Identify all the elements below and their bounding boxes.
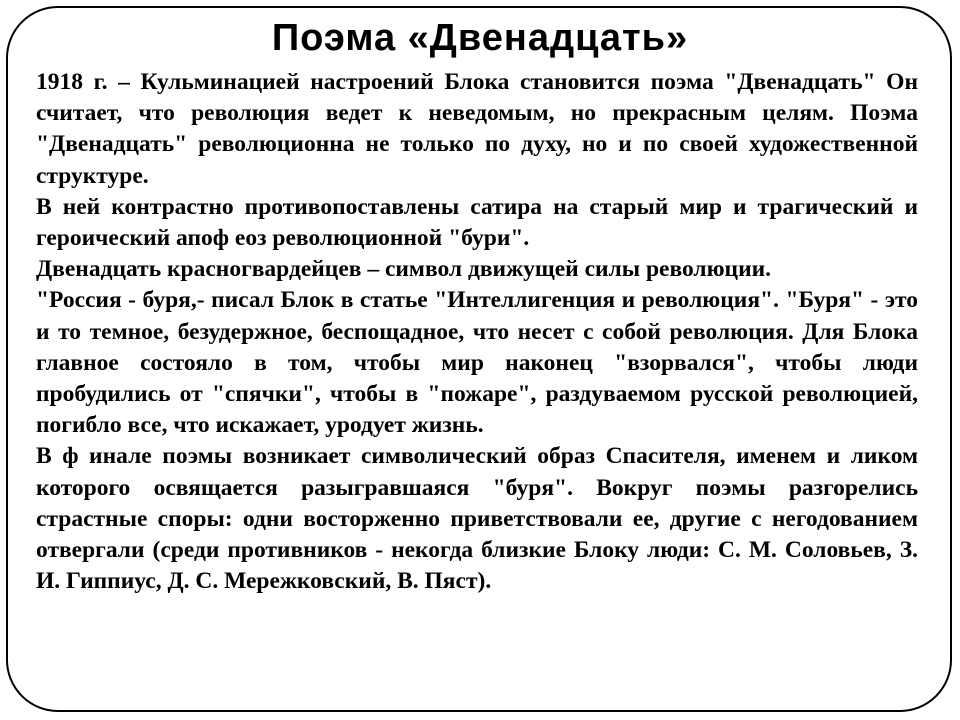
paragraph-finale: В ф инале поэмы возникает символический образ Спасителя, именем и ликом которого освящается разыгравшаяся "буря". Вокруг поэмы разгорелись страстные споры: одни восторженно приветствовали ее, другие с негодованием отвергали (среди противников - некогда близкие Блоку люди: С. М. Соловьев, З. И. Гиппиус, Д. С. Мережковский, В. Пяст). [36, 443, 918, 595]
slide-body [36, 67, 918, 597]
paragraph-symbol: Двенадцать красногвардейцев – символ движущей силы революции. [36, 256, 772, 283]
slide-title: Поэма «Двенадцать» [271, 17, 689, 59]
paragraph-storm: "Россия - буря,- писал Блок в статье "Интеллигенция и революция". "Буря" - это и то темное, безудержное, беспощадное, что несет с собой революция. Для Блока главное состояло в том, чтобы мир наконец "взорвался", чтобы люди пробудились от "спячки", чтобы в "пожаре", раздуваемом русской революцией, погибло все, что искажает, уродует жизнь. [36, 287, 918, 439]
paragraph-intro: 1918 г. – Кульминацией настроений Блока становится поэма "Двенадцать" Он считает, что революция ведет к неведомым, но прекрасным целям. Поэма "Двенадцать" революционна не только по духу, но и по своей художественной структуре. [36, 69, 918, 189]
paragraph-contrast: В ней контрастно противопоставлены сатира на старый мир и трагический и героический апоф еоз революционной "бури". [36, 193, 918, 252]
